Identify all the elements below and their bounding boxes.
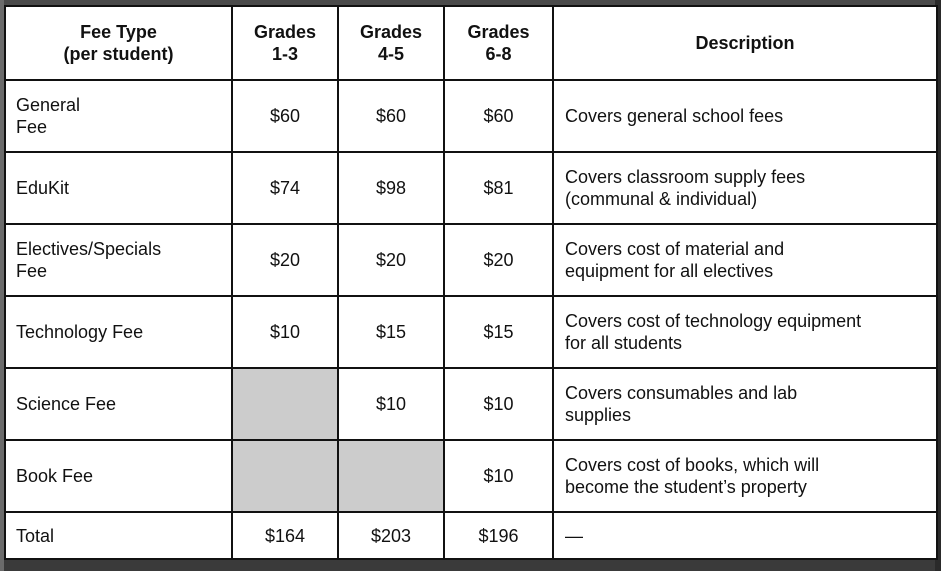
description-cell [553, 296, 937, 368]
fee-type-cell [5, 296, 232, 368]
header-grades-4-5-line2: 4-5 [377, 44, 404, 64]
amount-grades-6-8: $15 [444, 296, 553, 368]
amount-grades-6-8: $10 [444, 368, 553, 440]
description-line2: for all students [565, 333, 683, 353]
amount-grades-6-8: $20 [444, 224, 553, 296]
description-line2: equipment for all electives [565, 261, 774, 281]
header-grades-1-3-line1: Grades [253, 22, 317, 42]
description-line1: Covers cost of technology equipment [565, 311, 862, 331]
fee-type-cell [5, 80, 232, 152]
description-cell [553, 224, 937, 296]
header-fee-type-line2: (per student) [63, 44, 174, 64]
description-line1: Covers classroom supply fees [565, 167, 806, 187]
total-grades-1-3: $164 [232, 512, 338, 559]
table-row-electives-fee [5, 224, 937, 296]
description-line1: Covers general school fees [565, 106, 784, 126]
header-fee-type [5, 6, 232, 80]
header-row [5, 6, 937, 80]
description-line2: (communal & individual) [565, 189, 758, 209]
amount-grades-4-5: $10 [338, 368, 444, 440]
table-row-general-fee [5, 80, 937, 152]
total-description: — [553, 512, 937, 559]
fee-type-cell [5, 224, 232, 296]
fee-type-line1: Book Fee [16, 466, 94, 486]
table-row-technology-fee [5, 296, 937, 368]
header-fee-type-line1: Fee Type [80, 22, 157, 42]
fee-type-line2: Fee [16, 117, 48, 137]
amount-grades-1-3: $10 [232, 296, 338, 368]
not-applicable-cell [232, 368, 338, 440]
header-grades-1-3 [232, 6, 338, 80]
header-grades-6-8-line2: 6-8 [485, 44, 512, 64]
header-grades-6-8-line1: Grades [467, 22, 530, 42]
not-applicable-cell [232, 440, 338, 512]
header-grades-4-5 [338, 6, 444, 80]
fee-type-line2: Fee [16, 261, 48, 281]
table-row-book-fee [5, 440, 937, 512]
total-label: Total [5, 512, 232, 559]
header-grades-4-5-line1: Grades [359, 22, 423, 42]
amount-grades-4-5: $20 [338, 224, 444, 296]
fee-type-line1: EduKit [16, 178, 70, 198]
description-line2: become the student’s property [565, 477, 807, 497]
description-line1: Covers cost of books, which will [565, 455, 820, 475]
amount-grades-6-8: $10 [444, 440, 553, 512]
description-line1: Covers cost of material and [565, 239, 785, 259]
table-row-edukit [5, 152, 937, 224]
description-line2: supplies [565, 405, 632, 425]
amount-grades-4-5: $98 [338, 152, 444, 224]
fee-type-cell [5, 368, 232, 440]
header-grades-1-3-line2: 1-3 [271, 44, 298, 64]
description-cell [553, 368, 937, 440]
total-grades-4-5: $203 [338, 512, 444, 559]
fee-type-cell [5, 152, 232, 224]
amount-grades-4-5: $15 [338, 296, 444, 368]
amount-grades-1-3: $74 [232, 152, 338, 224]
description-cell [553, 80, 937, 152]
table-row-total [5, 512, 937, 559]
amount-grades-4-5: $60 [338, 80, 444, 152]
fee-type-line1: Technology Fee [16, 322, 144, 342]
amount-grades-1-3: $60 [232, 80, 338, 152]
amount-grades-1-3: $20 [232, 224, 338, 296]
header-description: Description [553, 6, 937, 80]
fee-type-line1: Electives/Specials [16, 239, 162, 259]
fee-table [4, 5, 938, 560]
description-line1: Covers consumables and lab [565, 383, 798, 403]
fee-type-line1: Science Fee [16, 394, 117, 414]
header-grades-6-8 [444, 6, 553, 80]
fee-type-line1: General [16, 95, 81, 115]
description-cell [553, 152, 937, 224]
amount-grades-6-8: $81 [444, 152, 553, 224]
not-applicable-cell [338, 440, 444, 512]
table-row-science-fee [5, 368, 937, 440]
fee-type-cell [5, 440, 232, 512]
description-cell [553, 440, 937, 512]
amount-grades-6-8: $60 [444, 80, 553, 152]
total-grades-6-8: $196 [444, 512, 553, 559]
